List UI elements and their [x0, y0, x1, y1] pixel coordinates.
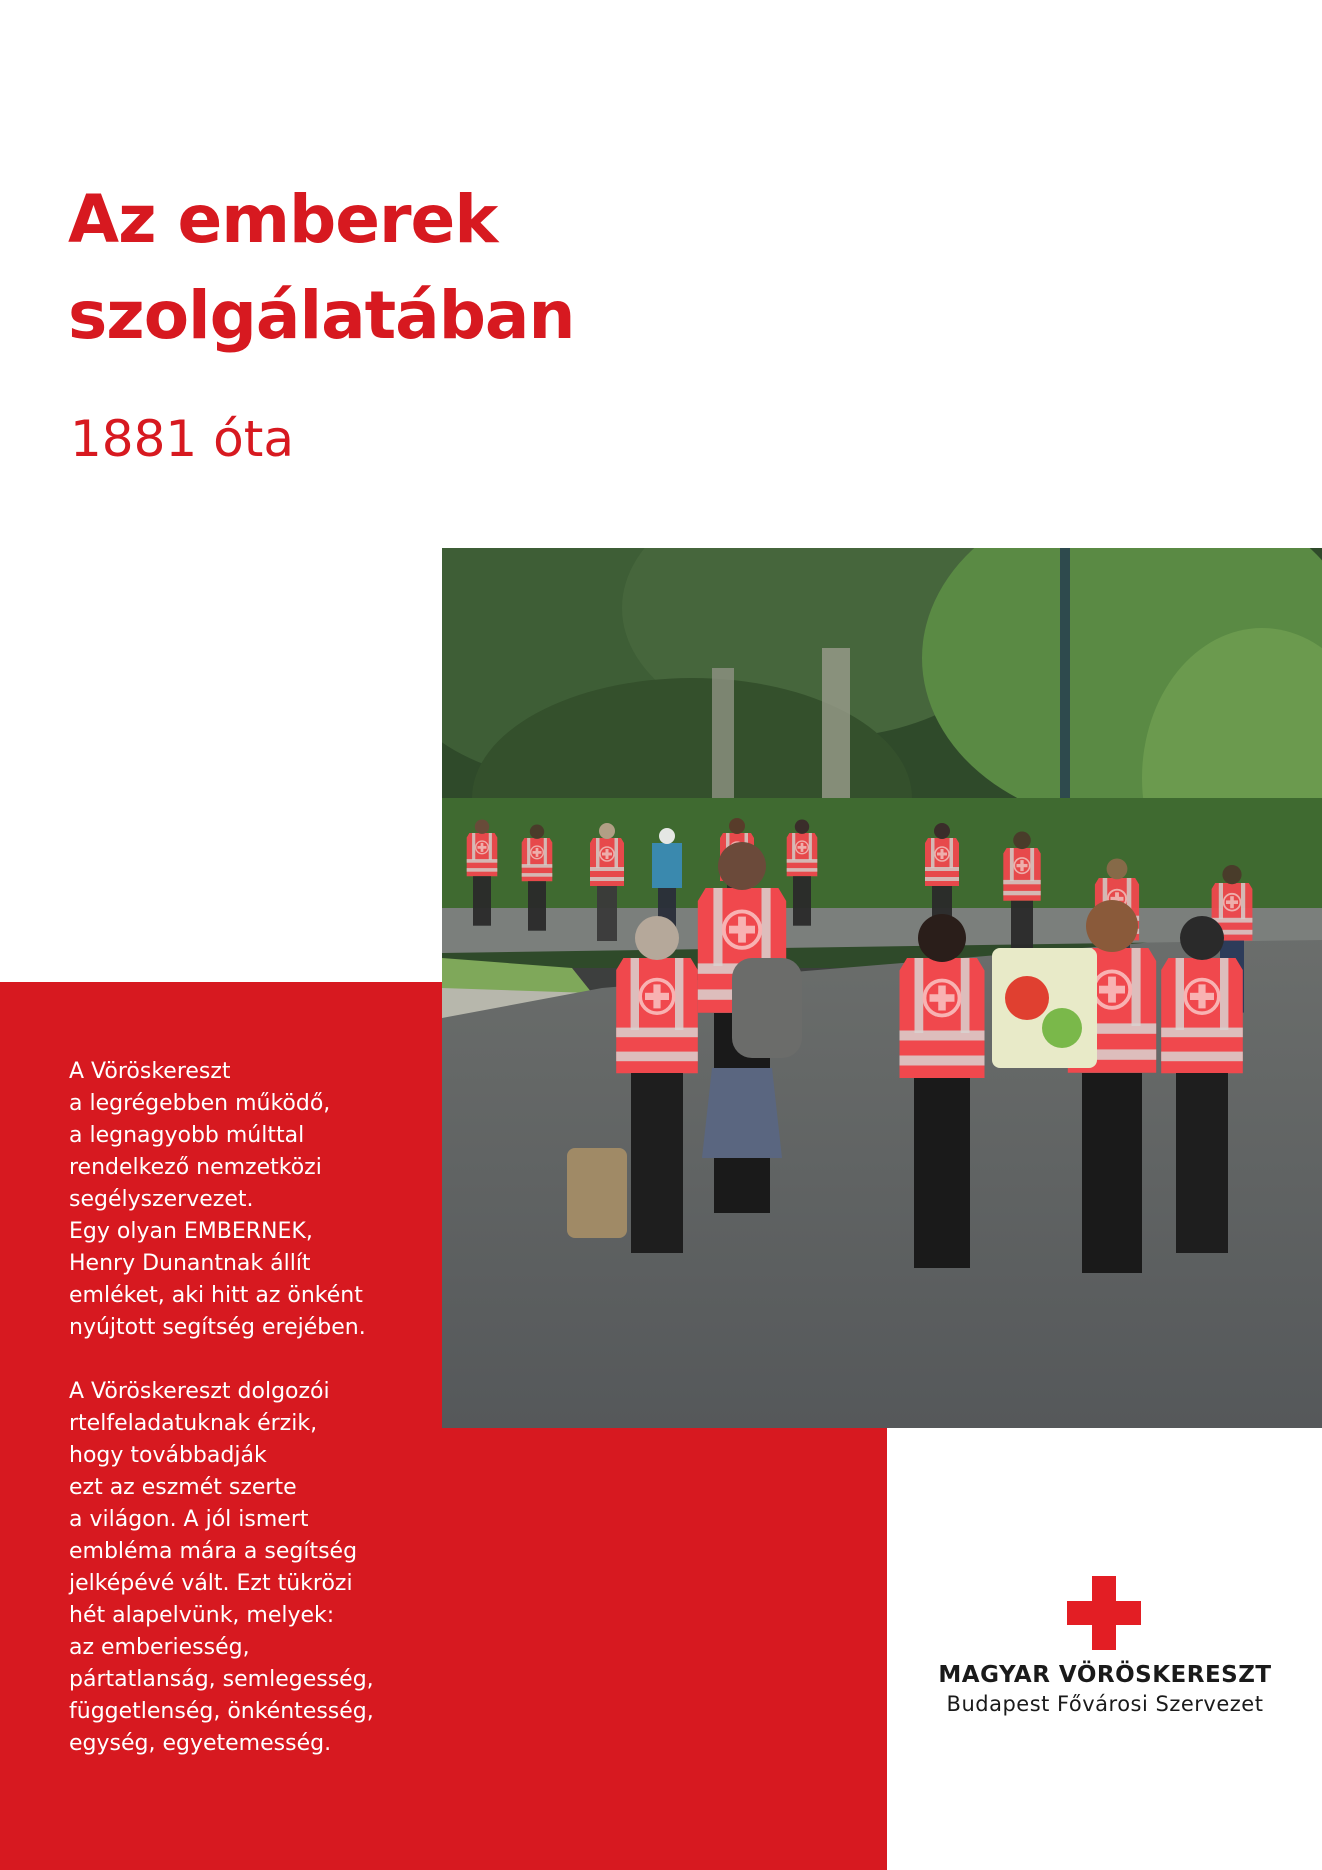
subtitle-year: 1881 óta	[70, 410, 294, 468]
body-text	[69, 1056, 449, 1792]
title-line-1: Az emberek	[68, 181, 498, 258]
title-line-2: szolgálatában	[68, 277, 575, 354]
red-cross-logo	[900, 1570, 1310, 1730]
volunteers-photo	[442, 548, 1322, 1428]
organization-branch: Budapest Fővárosi Szervezet	[946, 1692, 1264, 1716]
tote-bag	[567, 1148, 627, 1238]
paragraph-mission: A Vöröskereszt dolgozói rtelfeladatuknak érzik, hogy továbbadják ezt az eszmét szerte a világon. A jól ismert embléma mára a segítség jelképévé vált. Ezt tükrözi hét alapelvünk, melyek: az emberiesség, pártatlanság, semlegesség, függetlenség, önkéntesség, egység, egyetemesség.	[69, 1379, 374, 1756]
paragraph-history: A Vöröskereszt a legrégebben működő, a legnagyobb múlttal rendelkező nemzetközi segélyszervezet. Egy olyan EMBERNEK, Henry Dunantnak állít emléket, aki hitt az önként nyújtott segítség erejében.	[69, 1059, 366, 1340]
page-title	[68, 172, 574, 364]
red-cross-icon	[1067, 1576, 1141, 1650]
volunteers-illustration	[442, 548, 1322, 1428]
organization-name: MAGYAR VÖRÖSKERESZT	[938, 1662, 1272, 1688]
